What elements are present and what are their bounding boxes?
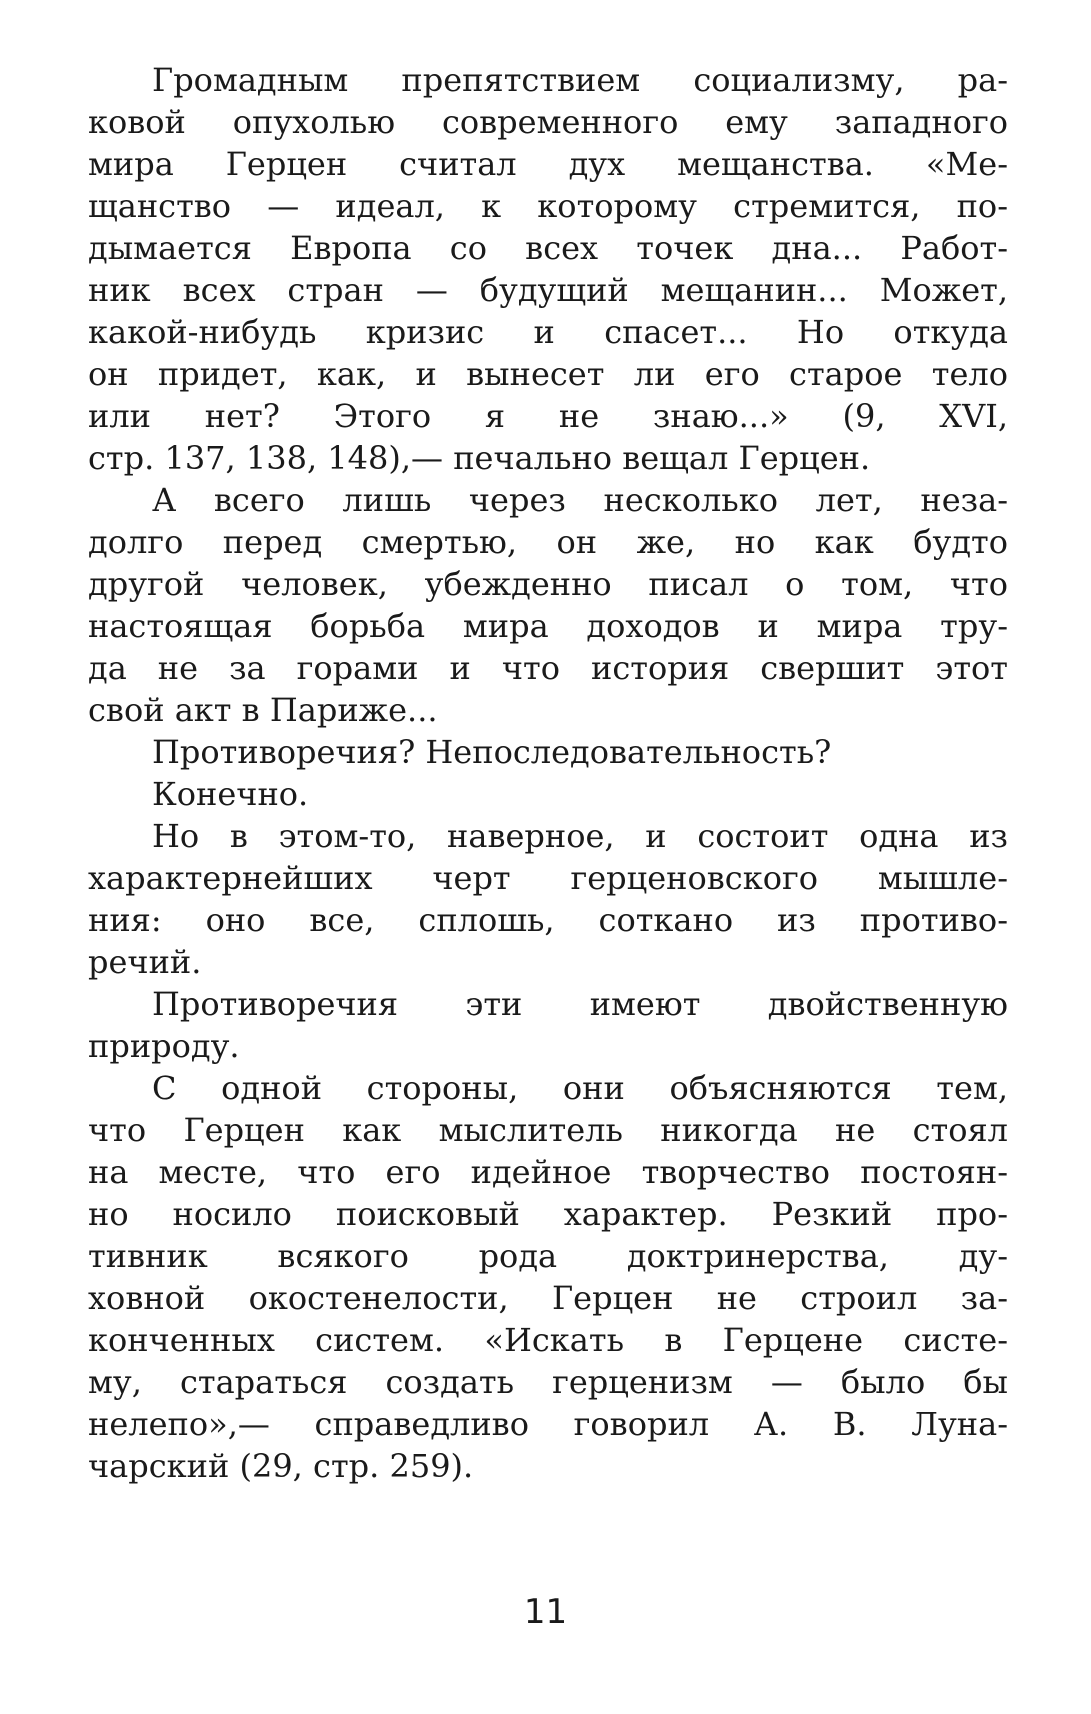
text-line: Но в этом-то, наверное, и состоит одна из — [152, 817, 1008, 855]
text-line: или нет? Этого я не знаю...» (9, XVI, — [88, 397, 1008, 435]
text-line: на месте, что его идейное творчество постоян- — [88, 1153, 1008, 1191]
text-line: какой-нибудь кризис и спасет... Но откуда — [88, 313, 1008, 351]
text-line: нелепо»,— справедливо говорил А. В. Луна- — [88, 1405, 1008, 1443]
text-line: ховной окостенелости, Герцен не строил за- — [88, 1279, 1008, 1317]
text-line: да не за горами и что история свершит этот — [88, 649, 1008, 687]
text-line: мира Герцен считал дух мещанства. «Ме- — [88, 145, 1008, 183]
text-line: но носило поисковый характер. Резкий про- — [88, 1195, 1008, 1233]
text-line: С одной стороны, они объясняются тем, — [152, 1069, 1008, 1107]
text-line: Конечно. — [152, 775, 309, 813]
text-line: щанство — идеал, к которому стремится, по- — [88, 187, 1008, 225]
text-line: настоящая борьба мира доходов и мира тру- — [88, 607, 1008, 645]
text-line: му, стараться создать герценизм — было бы — [88, 1363, 1008, 1401]
text-line: чарский (29, стр. 259). — [88, 1447, 474, 1485]
text-line: ковой опухолью современного ему западного — [88, 103, 1008, 141]
text-line: дымается Европа со всех точек дна... Работ- — [88, 229, 1008, 267]
text-line: тивник всякого рода доктринерства, ду- — [88, 1237, 1008, 1275]
text-line: что Герцен как мыслитель никогда не стоял — [88, 1111, 1008, 1149]
text-line: свой акт в Париже... — [88, 691, 438, 729]
text-line: А всего лишь через несколько лет, неза- — [152, 481, 1008, 519]
text-line: он придет, как, и вынесет ли его старое тело — [88, 355, 1008, 393]
text-line: стр. 137, 138, 148),— печально вещал Герцен. — [88, 439, 871, 477]
text-line: речий. — [88, 943, 202, 981]
text-line: характернейших черт герценовского мышле- — [88, 859, 1008, 897]
text-line: Противоречия? Непоследовательность? — [152, 733, 832, 771]
text-line: ния: оно все, сплошь, соткано из противо- — [88, 901, 1008, 939]
page-number: 11 — [523, 1592, 568, 1632]
text-line: природу. — [88, 1027, 240, 1065]
text-line: ник всех стран — будущий мещанин... Может, — [88, 271, 1008, 309]
text-line: другой человек, убежденно писал о том, что — [88, 565, 1008, 603]
text-line: Противоречия эти имеют двойственную — [152, 985, 1008, 1023]
text-line: Громадным препятствием социализму, ра- — [152, 61, 1008, 99]
text-line: долго перед смертью, он же, но как будто — [88, 523, 1008, 561]
text-line: конченных систем. «Искать в Герцене систе- — [88, 1321, 1008, 1359]
